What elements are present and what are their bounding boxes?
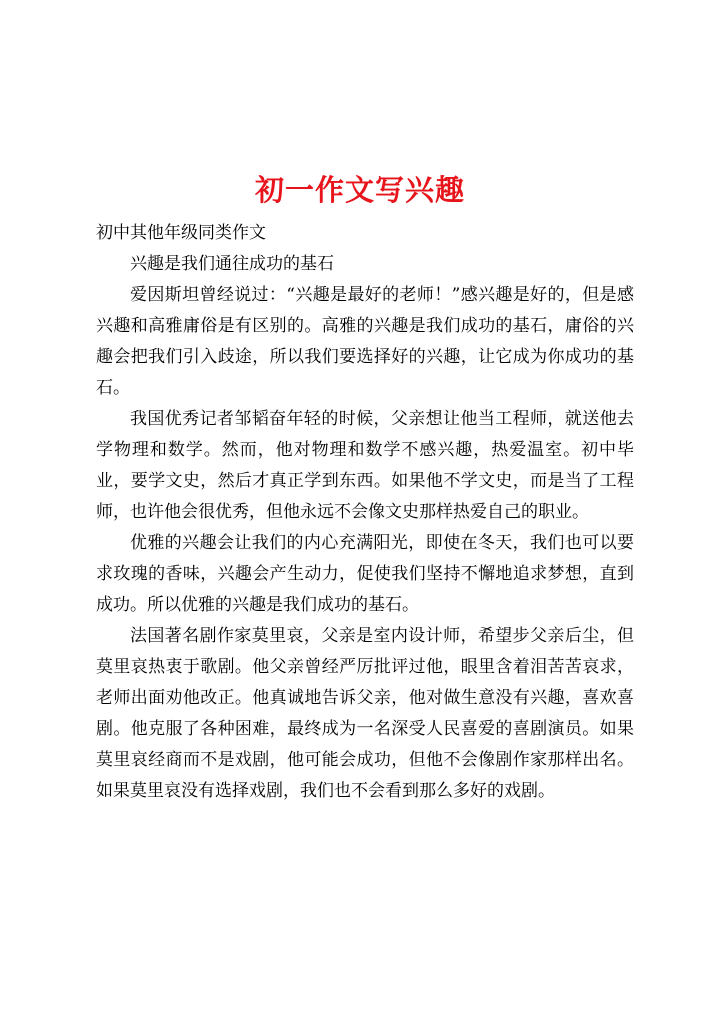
body-paragraph: 法国著名剧作家莫里哀，父亲是室内设计师，希望步父亲后尘，但莫里哀热衷于歌剧。他父亲曾经严厉批评过他，眼里含着泪苦苦哀求，老师出面劝他改正。他真诚地告诉父亲，他对做生意没有兴趣，喜欢喜剧。他克服了各种困难，最终成为一名深受人民喜爱的喜剧演员。如果莫里哀经商而不是戏剧，他可能会成功，但他不会像剧作家那样出名。如果莫里哀没有选择戏剧，我们也不会看到那么多好的戏剧。 [96, 626, 634, 801]
body-paragraph: 爱因斯坦曾经说过：“兴趣是最好的老师！”感兴趣是好的，但是感兴趣和高雅庸俗是有区别的。高雅的兴趣是我们成功的基石，庸俗的兴趣会把我们引入歧途，所以我们要选择好的兴趣，让它成为你成功的基石。 [96, 285, 634, 398]
document-body [96, 218, 634, 807]
subtitle-paragraph: 兴趣是我们通往成功的基石 [130, 254, 334, 274]
body-paragraph: 优雅的兴趣会让我们的内心充满阳光，即使在冬天，我们也可以要求玫瑰的香味，兴趣会产生动力，促使我们坚持不懈地追求梦想，直到成功。所以优雅的兴趣是我们成功的基石。 [96, 533, 634, 615]
document-title: 初一作文写兴趣 [254, 173, 465, 208]
category-line: 初中其他年级同类作文 [96, 223, 266, 243]
body-paragraph: 我国优秀记者邹韬奋年轻的时候，父亲想让他当工程师，就送他去学物理和数学。然而，他对物理和数学不感兴趣，热爱温室。初中毕业，要学文史，然后才真正学到东西。如果他不学文史，而是当了工程师，也许他会很优秀，但他永远不会像文史那样热爱自己的职业。 [96, 409, 634, 522]
